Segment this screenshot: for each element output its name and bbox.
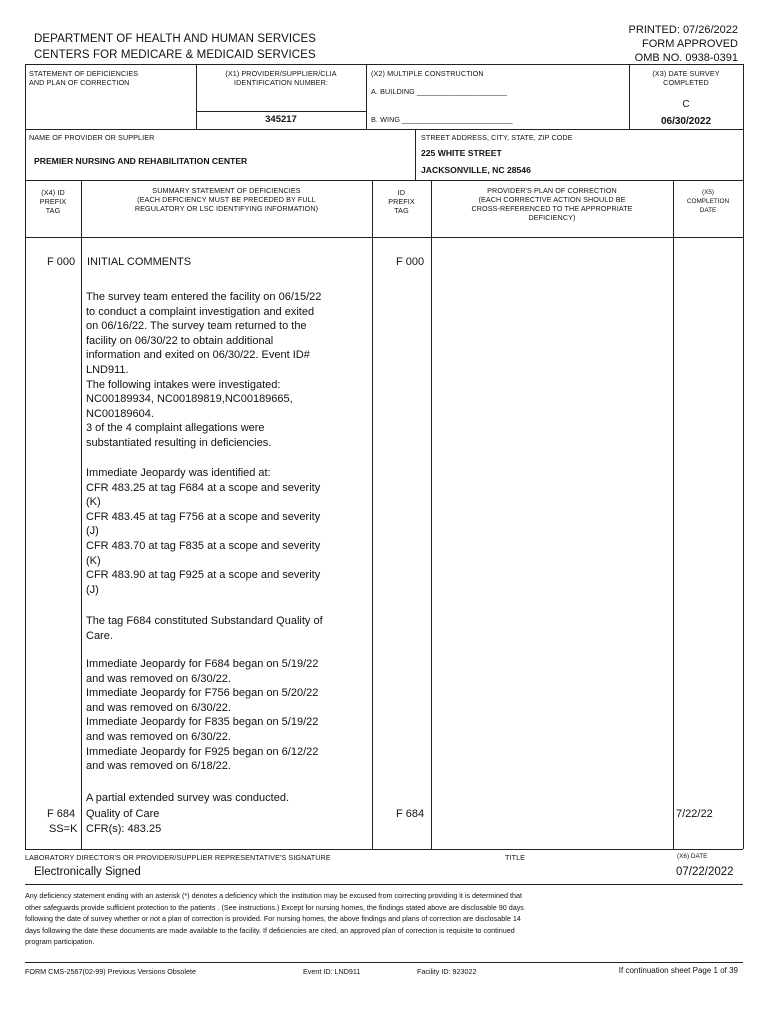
building-field: A. BUILDING ______________________ bbox=[371, 87, 508, 96]
tag-prefix: F 000 bbox=[47, 256, 76, 268]
signature-date: 07/22/2022 bbox=[676, 866, 734, 878]
rule bbox=[431, 180, 432, 849]
address-label: STREET ADDRESS, CITY, STATE, ZIP CODE bbox=[421, 133, 573, 142]
section-heading: Quality of Care bbox=[86, 808, 160, 820]
tag-prefix: F 684 bbox=[47, 808, 76, 820]
printed-date: PRINTED: 07/26/2022 bbox=[628, 24, 738, 36]
rule bbox=[25, 849, 743, 850]
title-label: TITLE bbox=[505, 853, 526, 862]
rule bbox=[25, 180, 743, 181]
statement-label: STATEMENT OF DEFICIENCIES AND PLAN OF CORRECTION bbox=[29, 69, 139, 87]
plan-of-correction-header: PROVIDER'S PLAN OF CORRECTION (EACH CORRECTIVE ACTION SHOULD BE CROSS-REFERENCED TO THE APPROPRIATE DEFICIENCY) bbox=[471, 186, 633, 222]
tag-prefix-right: F 684 bbox=[396, 808, 425, 820]
rule bbox=[25, 129, 743, 130]
id-prefix-header: ID PREFIX TAG bbox=[388, 188, 415, 215]
summary-statement-header: SUMMARY STATEMENT OF DEFICIENCIES (EACH DEFICIENCY MUST BE PRECEDED BY FULL REGULATORY OR LSC IDENTIFYING INFORMATION) bbox=[134, 186, 319, 213]
department-name: DEPARTMENT OF HEALTH AND HUMAN SERVICES bbox=[34, 33, 317, 45]
rule bbox=[25, 64, 743, 65]
signature-label: LABORATORY DIRECTOR'S OR PROVIDER/SUPPLIER REPRESENTATIVE'S SIGNATURE bbox=[25, 853, 331, 862]
rule bbox=[366, 64, 367, 129]
substandard-care-paragraph: The tag F684 constituted Substandard Quality of Care. bbox=[86, 615, 323, 642]
completion-date-header: (X5) COMPLETION DATE bbox=[686, 189, 730, 214]
section-heading: INITIAL COMMENTS bbox=[87, 256, 192, 268]
scope-severity: SS=K bbox=[49, 823, 78, 835]
rule bbox=[415, 129, 416, 180]
agency-header bbox=[34, 31, 316, 63]
rule bbox=[673, 180, 674, 849]
form-info bbox=[629, 23, 738, 65]
rule bbox=[196, 111, 366, 112]
rule bbox=[743, 64, 744, 849]
multiple-construction-label: (X2) MULTIPLE CONSTRUCTION bbox=[371, 69, 484, 78]
rule bbox=[372, 180, 373, 849]
provider-id-value: 345217 bbox=[265, 114, 297, 125]
form-number: FORM CMS-2567(02-99) Previous Versions Obsolete bbox=[25, 967, 196, 976]
completion-date: 7/22/22 bbox=[676, 808, 713, 820]
date-label: (X6) DATE bbox=[677, 853, 708, 860]
street-address: 225 WHITE STREET bbox=[421, 148, 502, 158]
provider-name: PREMIER NURSING AND REHABILITATION CENTER bbox=[34, 156, 248, 166]
city-state-zip: JACKSONVILLE, NC 28546 bbox=[421, 165, 531, 175]
agency-name: CENTERS FOR MEDICARE & MEDICAID SERVICES bbox=[34, 49, 316, 61]
omb-number: OMB NO. 0938-0391 bbox=[634, 52, 738, 64]
extended-survey-note: A partial extended survey was conducted. bbox=[86, 792, 290, 804]
event-id: Event ID: LND911 bbox=[303, 967, 361, 976]
survey-type-letter: C bbox=[682, 99, 690, 110]
disclaimer: Any deficiency statement ending with an asterisk (*) denotes a deficiency which the institution may be excused from correcting providing it is determined that other safeguards provide sufficient protection to the patients . (See instructions.) Except for nursing homes, the findings stated above are disclosable 90 days following the date of survey whether or not a plan of correction is provided. For nursing homes, the above findings and plans of correction are disclosable 14 days following the date these documents are made available to the facility. If deficiencies are cited, an approved plan of correction is requisite to continued program participation. bbox=[25, 891, 524, 946]
form-approved: FORM APPROVED bbox=[642, 38, 738, 50]
facility-id: Facility ID: 923022 bbox=[417, 967, 477, 976]
provider-name-label: NAME OF PROVIDER OR SUPPLIER bbox=[29, 133, 155, 142]
rule bbox=[25, 64, 26, 849]
rule bbox=[25, 237, 743, 238]
signature-value: Electronically Signed bbox=[34, 866, 141, 878]
rule bbox=[25, 962, 743, 963]
rule bbox=[81, 180, 82, 849]
page-number: If continuation sheet Page 1 of 39 bbox=[618, 966, 738, 975]
survey-completed-date: 06/30/2022 bbox=[660, 116, 712, 127]
survey-date-label: (X3) DATE SURVEY COMPLETED bbox=[652, 69, 720, 87]
cfr-reference: CFR(s): 483.25 bbox=[86, 823, 162, 835]
rule bbox=[25, 884, 743, 885]
wing-field: B. WING ___________________________ bbox=[371, 115, 513, 124]
x4-prefix-header: (X4) ID PREFIX TAG bbox=[39, 188, 67, 215]
jeopardy-dates-paragraph: Immediate Jeopardy for F684 began on 5/19/22 and was removed on 6/30/22. Immediate Jeopardy for F756 began on 5/20/22 and was removed on 6/30/22. Immediate Jeopardy for F835 began on 5/19/22 and was removed on 6/30/22. Immediate Jeopardy for F925 began on 6/12/22 and was removed on 6/18/22. bbox=[86, 658, 319, 773]
tag-prefix-right: F 000 bbox=[396, 256, 425, 268]
survey-summary-paragraph: The survey team entered the facility on 06/15/22 to conduct a complaint investigation and exited on 06/16/22. The survey team returned to the facility on 06/30/22 to obtain additional information and exited on 06/30/22. Event ID# LND911. The following intakes were investigated: NC00189934, NC00189819,NC00189665, NC00189604. 3 of the 4 complaint allegations were substantiated resulting in deficiencies. bbox=[86, 291, 322, 449]
provider-id-label: (X1) PROVIDER/SUPPLIER/CLIA IDENTIFICATION NUMBER: bbox=[225, 69, 337, 87]
immediate-jeopardy-paragraph: Immediate Jeopardy was identified at: CFR 483.25 at tag F684 at a scope and severity (K) CFR 483.45 at tag F756 at a scope and severity (J) CFR 483.70 at tag F835 at a scope and severity (K) CFR 483.90 at tag F925 at a scope and severity (J) bbox=[86, 467, 321, 596]
